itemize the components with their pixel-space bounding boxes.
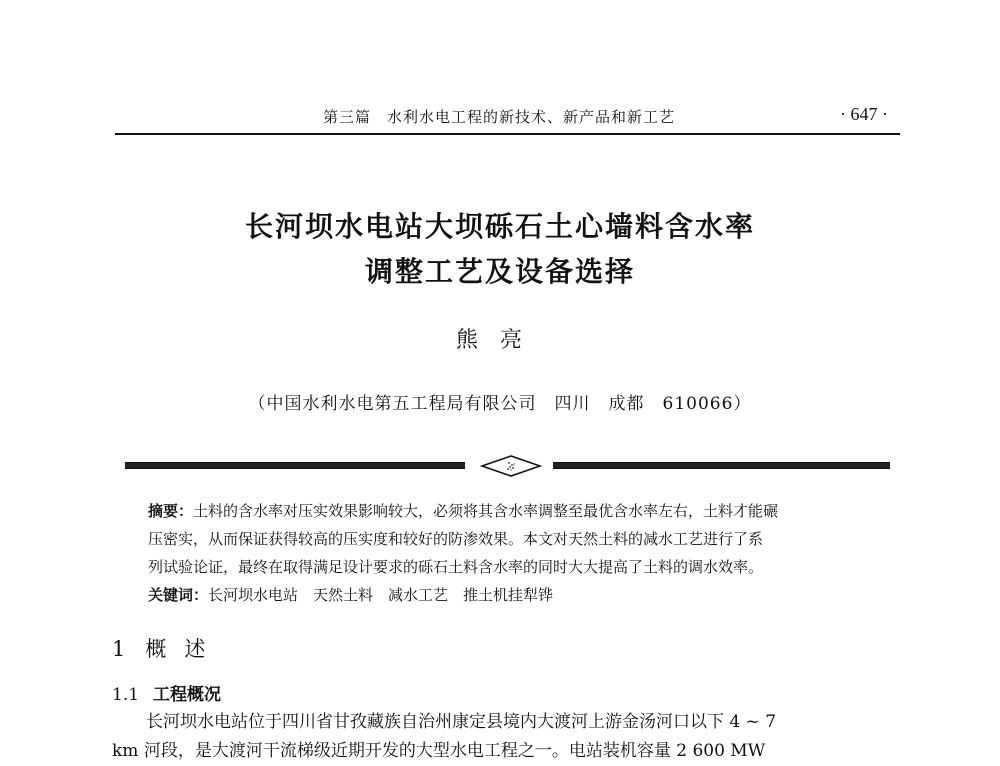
keywords-text: 长河坝水电站 天然土料 减水工艺 推土机挂犁铧 bbox=[208, 586, 554, 604]
header-rule bbox=[115, 133, 900, 135]
diamond-ornament-icon bbox=[480, 454, 542, 478]
page-number: · 647 · bbox=[840, 104, 888, 124]
paper-title-line-1: 长河坝水电站大坝砾石土心墙料含水率 bbox=[244, 210, 755, 243]
divider-bar-left bbox=[125, 462, 465, 469]
section-heading-1 bbox=[112, 633, 223, 663]
keywords-label: 关键词： bbox=[148, 586, 209, 604]
author-name: 熊亮 bbox=[455, 328, 544, 353]
abstract-line-2: 压密实，从而保证获得较高的压实度和较好的防渗效果。本文对天然土料的减水工艺进行了系 bbox=[148, 530, 764, 548]
running-head-section: 第三篇 水利水电工程的新技术、新产品和新工艺 bbox=[323, 108, 676, 126]
abstract-line-1 bbox=[148, 497, 868, 525]
body-paragraph-line-2: km 河段，是大渡河干流梯级近期开发的大型水电工程之一。电站装机容量 2 600 MW bbox=[112, 741, 766, 761]
section-number: 1 bbox=[112, 637, 126, 661]
keywords-line bbox=[148, 581, 868, 609]
abstract-label: 摘要： bbox=[148, 502, 194, 520]
paper-title-line-2: 调整工艺及设备选择 bbox=[364, 255, 635, 288]
section-title: 概述 bbox=[145, 637, 224, 661]
body-paragraph-line-1: 长河坝水电站位于四川省甘孜藏族自治州康定县境内大渡河上游金汤河口以下 4 ~ 7 bbox=[146, 712, 777, 732]
abstract-line-3: 列试验论证，最终在取得满足设计要求的砾石土料含水率的同时大大提高了土料的调水效率。 bbox=[148, 558, 764, 576]
subsection-title: 工程概况 bbox=[153, 685, 222, 705]
divider-bar-right bbox=[553, 462, 890, 469]
subsection-number: 1.1 bbox=[112, 685, 140, 705]
abstract-text-1: 土料的含水率对压实效果影响较大，必须将其含水率调整至最优含水率左右，土料才能碾 bbox=[193, 502, 779, 520]
author-affiliation: （中国水利水电第五工程局有限公司 四川 成都 610066） bbox=[248, 394, 752, 414]
abstract bbox=[148, 497, 868, 609]
running-head bbox=[115, 104, 900, 130]
ornamental-divider bbox=[125, 456, 890, 476]
subsection-heading-1-1 bbox=[112, 680, 221, 705]
